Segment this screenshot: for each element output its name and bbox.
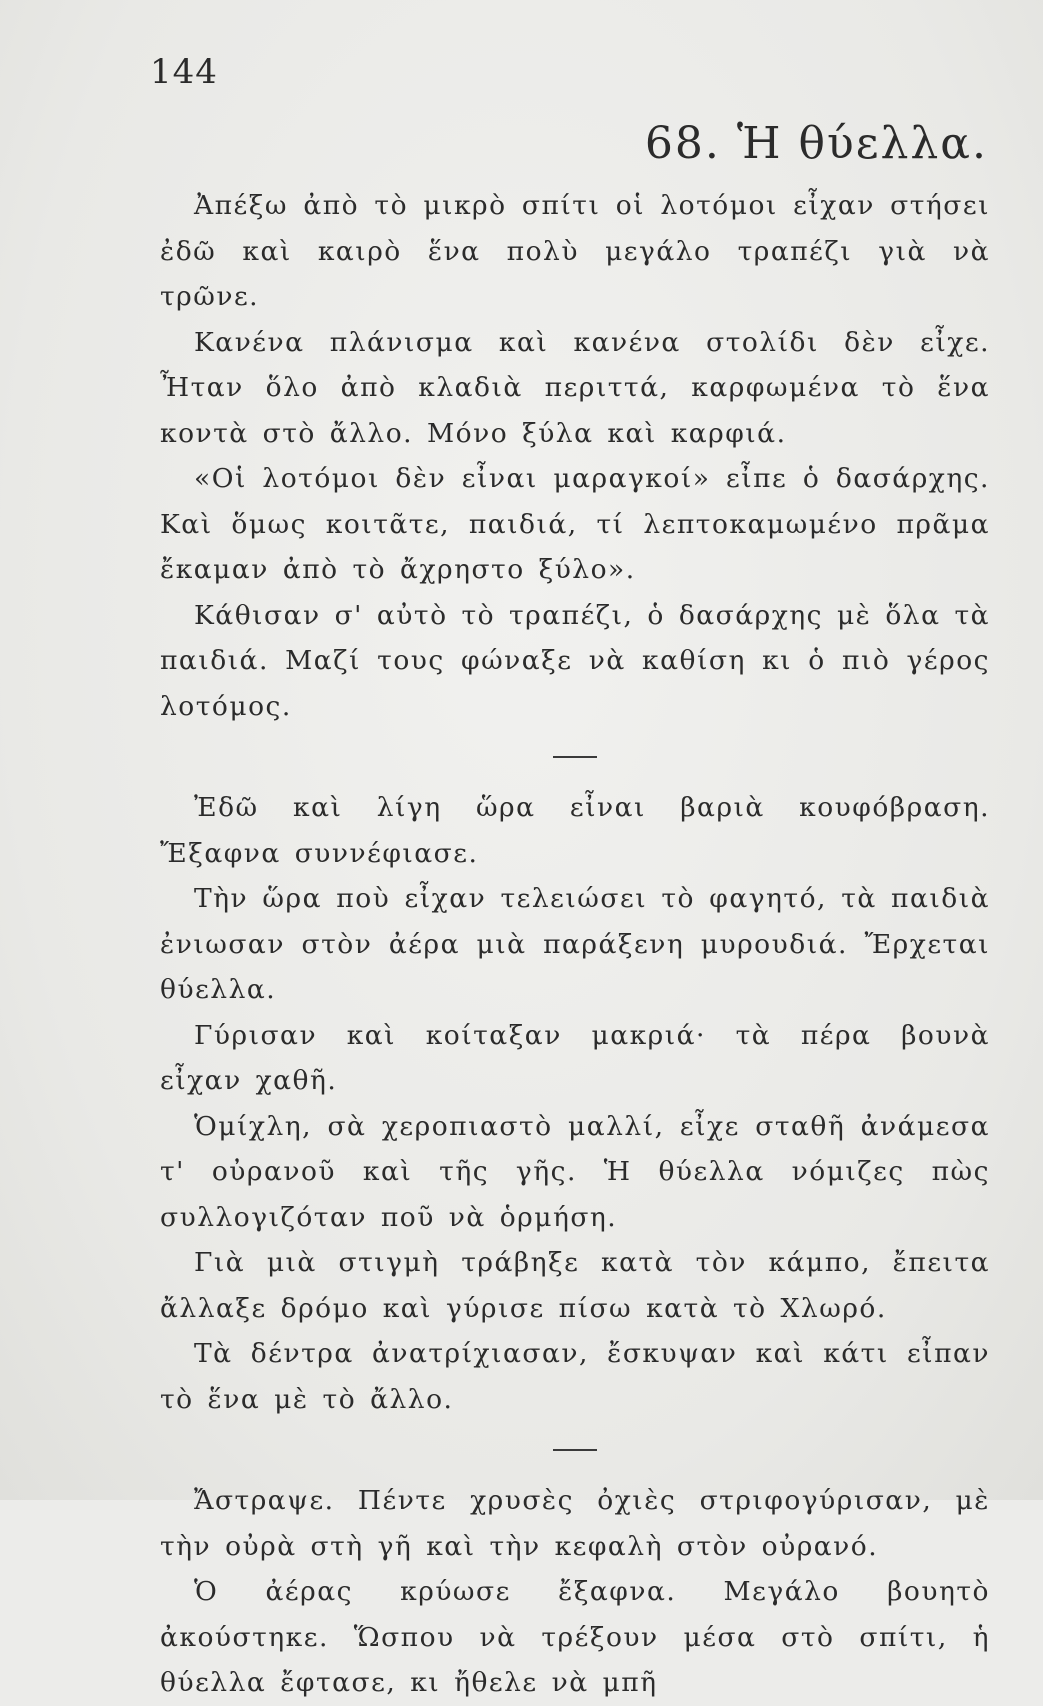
paragraph: Κάθισαν σ' αὐτὸ τὸ τραπέζι, ὁ δασάρχης μὲ ὅλα τὰ παιδιά. Μαζί τους φώναξε νὰ καθίση κι ὁ πιὸ γέρος λοτόμος. bbox=[160, 599, 990, 722]
page-number: 144 bbox=[150, 52, 218, 92]
paragraph: Ὁ ἀέρας κρύωσε ἔξαφνα. Μεγάλο βουητὸ ἀκούστηκε. Ὥσπου νὰ τρέξουν μέσα στὸ σπίτι, ἡ θύελλα ἔφτασε, κι ἤθελε νὰ μπῆ bbox=[160, 1576, 990, 1698]
body-text bbox=[160, 183, 990, 1706]
paragraph: Ἐδῶ καὶ λίγη ὥρα εἶναι βαριὰ κουφόβραση. Ἔξαφνα συννέφιασε. bbox=[160, 792, 990, 869]
paragraph: Τὰ δέντρα ἀνατρίχιασαν, ἔσκυψαν καὶ κάτι εἶπαν τὸ ἕνα μὲ τὸ ἄλλο. bbox=[160, 1338, 990, 1415]
paragraph: Ἀπέξω ἀπὸ τὸ μικρὸ σπίτι οἱ λοτόμοι εἶχαν στήσει ἐδῶ καὶ καιρὸ ἕνα πολὺ μεγάλο τραπέζι γιὰ νὰ τρῶνε. bbox=[160, 190, 990, 312]
section-divider bbox=[553, 756, 597, 758]
paragraph: Γύρισαν καὶ κοίταξαν μακριά· τὰ πέρα βουνὰ εἶχαν χαθῆ. bbox=[160, 1019, 990, 1096]
paragraph: «Οἱ λοτόμοι δὲν εἶναι μαραγκοί» εἶπε ὁ δασάρχης. Καὶ ὅμως κοιτᾶτε, παιδιά, τί λεπτοκαμωμένο πρᾶμα ἔκαμαν ἀπὸ τὸ ἄχρηστο ξύλο». bbox=[160, 463, 990, 585]
section-divider bbox=[553, 1449, 597, 1451]
paragraph: Κανένα πλάνισμα καὶ κανένα στολίδι δὲν εἶχε. Ἦταν ὅλο ἀπὸ κλαδιὰ περιττά, καρφωμένα τὸ ἕνα κοντὰ στὸ ἄλλο. Μόνο ξύλα καὶ καρφιά. bbox=[160, 326, 990, 449]
chapter-title: 68. Ἡ θύελλα. bbox=[644, 118, 988, 169]
paragraph: Γιὰ μιὰ στιγμὴ τράβηξε κατὰ τὸν κάμπο, ἔπειτα ἄλλαξε δρόμο καὶ γύρισε πίσω κατὰ τὸ Χλωρό. bbox=[160, 1247, 990, 1324]
paragraph: Τὴν ὥρα ποὺ εἶχαν τελειώσει τὸ φαγητό, τὰ παιδιὰ ἐνιωσαν στὸν ἀέρα μιὰ παράξενη μυρουδιά. Ἔρχεται θύελλα. bbox=[160, 883, 990, 1005]
paragraph: Ὁμίχλη, σὰ χεροπιαστὸ μαλλί, εἶχε σταθῆ ἀνάμεσα τ' οὐρανοῦ καὶ τῆς γῆς. Ἡ θύελλα νόμιζες πὼς συλλογιζόταν ποῦ νὰ ὁρμήση. bbox=[160, 1110, 990, 1233]
paragraph: Ἄστραψε. Πέντε χρυσὲς ὀχιὲς στριφογύρισαν, μὲ τὴν οὐρὰ στὴ γῆ καὶ τὴν κεφαλὴ στὸν οὐρανό. bbox=[160, 1485, 990, 1562]
